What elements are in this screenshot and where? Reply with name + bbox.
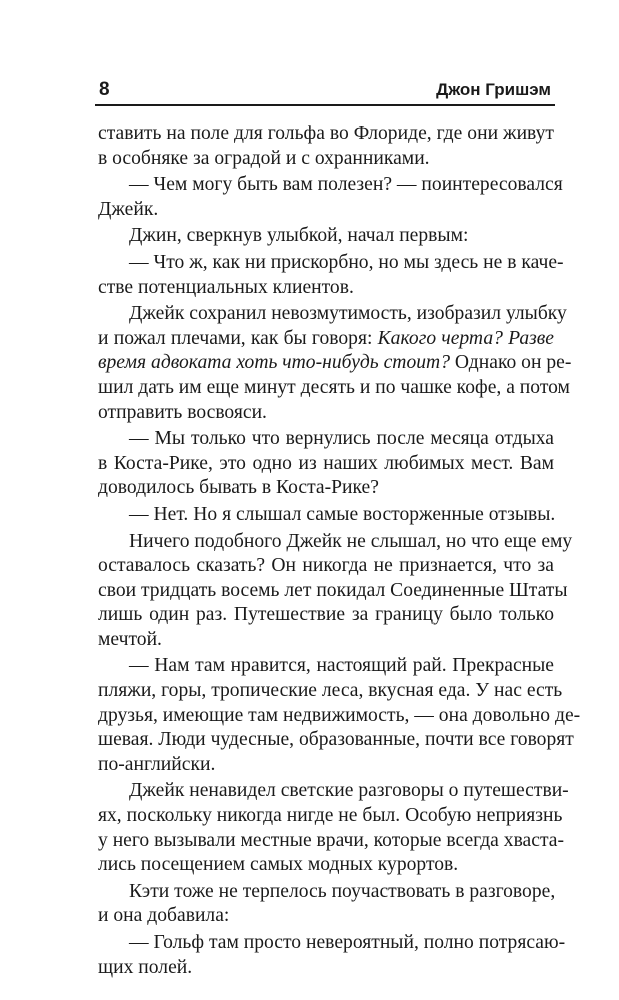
text-line: — Что ж, как ни прискорбно, но мы здесь не в каче- [129, 251, 564, 273]
paragraph [98, 779, 569, 877]
text-line: щих полей. [98, 956, 193, 978]
body-text [98, 122, 581, 980]
text-line: и она добавила: [98, 905, 230, 927]
text-line: — Нет. Но я слышал самые восторженные отзывы. [129, 503, 556, 525]
text-line: — Гольф там просто невероятный, полно потрясаю- [129, 932, 566, 953]
text-line: ставить на поле для гольфа во Флориде, где они живут [98, 123, 554, 144]
text-line: ях, поскольку никогда нигде не был. Особую неприязнь [98, 805, 563, 827]
paragraph [98, 251, 564, 300]
text-line: шевая. Люди чудесные, образованные, почти все говорят [98, 729, 574, 751]
text-line: Джейк. [98, 198, 159, 220]
paragraph [98, 931, 566, 980]
running-head-author: Джон Гришэм [436, 80, 551, 99]
text-line: Джейк ненавидел светские разговоры о путешестви- [129, 780, 569, 802]
paragraph [98, 302, 572, 425]
text-line: пляжи, горы, тропические леса, вкусная еда. У нас есть [98, 680, 563, 702]
text-line: — Мы только что вернулись после месяца отдыха [129, 428, 554, 450]
text-line: по-английски. [98, 753, 216, 775]
text-line: свои тридцать восемь лет покидал Соединенные Штаты [98, 579, 568, 601]
text-line-mixed [98, 351, 572, 376]
text-line: Джейк сохранил невозмутимость, изобразил улыбку [129, 303, 567, 325]
text-line: Джин, сверкнув улыбкой, начал первым: [129, 225, 469, 247]
text-line: в Коста-Рике, это одно из наших любимых мест. Вам [98, 452, 554, 474]
text-line: в особняке за оградой и с охранниками. [98, 147, 430, 169]
paragraph [98, 173, 563, 222]
header-rule [95, 104, 555, 106]
page-number: 8 [99, 79, 110, 100]
text-segment: и пожал плечами, как бы говоря: [98, 327, 378, 349]
text-line: отправить восвояси. [98, 401, 267, 423]
text-line: шил дать им еще минут десять и по чашке кофе, а потом [98, 376, 570, 398]
text-line: у него вызывали местные врачи, которые всегда хваста- [98, 829, 564, 851]
paragraph [98, 503, 554, 528]
text-line: оставалось сказать? Он никогда не признается, что за [98, 555, 554, 577]
italic-segment: время адвоката хоть что-нибудь стоит? [98, 352, 450, 374]
text-line: друзья, имеющие там недвижимость, — она довольно де- [98, 704, 581, 726]
paragraph [98, 880, 554, 929]
paragraph [98, 530, 573, 653]
text-line: лись посещением самых модных курортов. [98, 854, 459, 876]
text-segment: Однако он ре- [450, 352, 572, 374]
italic-segment: Какого черта? Разве [377, 327, 555, 349]
text-line: Кэти тоже не терпелось поучаствовать в разговоре, [129, 880, 556, 902]
paragraph [98, 224, 554, 249]
text-line-mixed [98, 327, 554, 352]
paragraph [98, 427, 554, 501]
text-line: Ничего подобного Джейк не слышал, но что еще ему [129, 530, 573, 552]
paragraph [98, 654, 581, 777]
text-line: доводилось бывать в Коста-Рике? [98, 477, 379, 499]
text-line: мечтой. [98, 628, 162, 650]
text-line: стве потенциальных клиентов. [98, 276, 354, 298]
text-line: лишь один раз. Путешествие за границу было только [98, 604, 554, 626]
text-line: — Нам там нравится, настоящий рай. Прекрасные [129, 655, 554, 677]
page-header [95, 78, 555, 104]
text-line: — Чем могу быть вам полезен? — поинтересовался [129, 174, 563, 196]
paragraph [98, 122, 554, 171]
